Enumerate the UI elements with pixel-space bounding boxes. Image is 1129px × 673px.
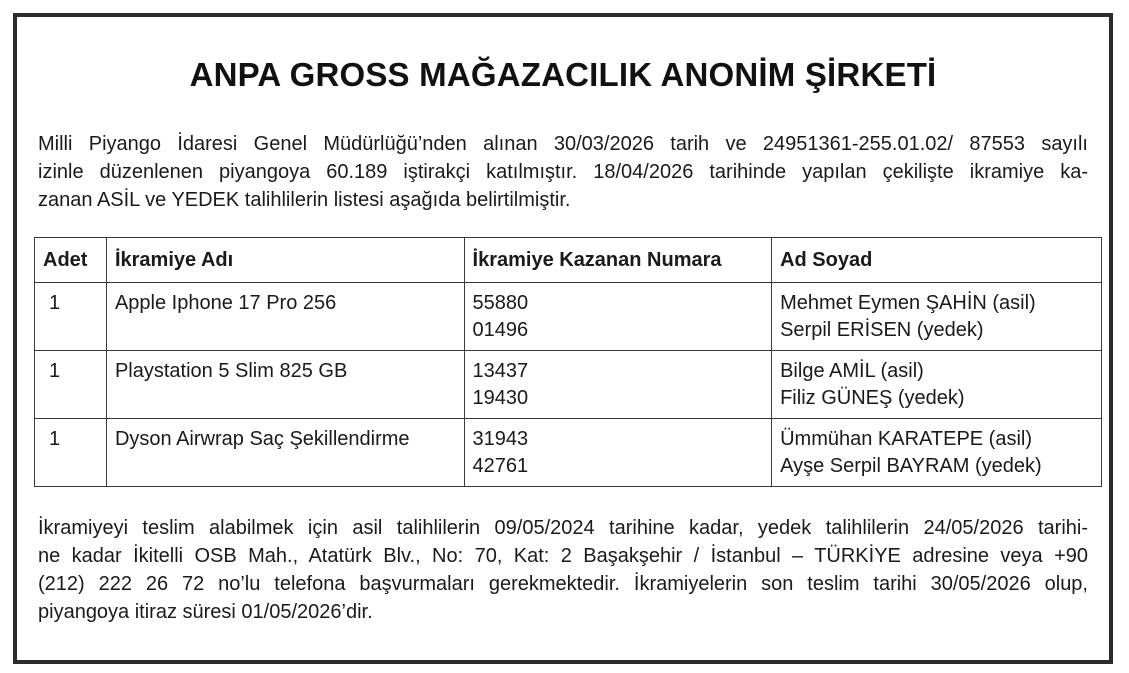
announcement-frame (13, 13, 1113, 664)
cell-numbers (464, 351, 772, 419)
table-header-row (35, 238, 1102, 283)
table-row (35, 419, 1102, 487)
number-asil: 55880 (472, 292, 529, 314)
number-asil: 31943 (472, 428, 529, 450)
closing-line: (212) 222 26 72 no’lu telefona başvurmaları gerekmektedir. İkramiyelerin son teslim tarihi 30/05/2026 olup, (38, 573, 1088, 595)
number-asil: 13437 (472, 360, 529, 382)
name-yedek: Filiz GÜNEŞ (yedek) (780, 387, 965, 409)
company-title: ANPA GROSS MAĞAZACILIK ANONİM ŞİRKETİ (189, 56, 937, 93)
winners-table (34, 237, 1102, 487)
header-numara: İkramiye Kazanan Numara (464, 238, 772, 283)
closing-line: piyangoya itiraz süresi 01/05/2026’dir. (38, 601, 373, 623)
name-asil: Bilge AMİL (asil) (780, 360, 924, 382)
cell-adet: 1 (35, 419, 107, 487)
name-asil: Ümmühan KARATEPE (asil) (780, 428, 1033, 450)
closing-paragraph (38, 514, 1088, 626)
cell-adet: 1 (35, 351, 107, 419)
number-yedek: 19430 (472, 387, 529, 409)
cell-names (772, 419, 1102, 487)
closing-line: ne kadar İkitelli OSB Mah., Atatürk Blv., No: 70, Kat: 2 Başakşehir / İstanbul – TÜRKİYE adresine veya +90 (38, 545, 1088, 567)
closing-line: İkramiyeyi teslim alabilmek için asil talihlilerin 09/05/2024 tarihine kadar, yedek talihlilerin 24/05/2026 tarihi- (38, 517, 1088, 539)
cell-numbers (464, 283, 772, 351)
header-ikramiye-adi: İkramiye Adı (106, 238, 464, 283)
table-row (35, 351, 1102, 419)
cell-prize-name: Dyson Airwrap Saç Şekillendirme (106, 419, 464, 487)
number-yedek: 01496 (472, 319, 529, 341)
cell-prize-name: Playstation 5 Slim 825 GB (106, 351, 464, 419)
table-row (35, 283, 1102, 351)
name-asil: Mehmet Eymen ŞAHİN (asil) (780, 292, 1036, 314)
intro-line: izinle düzenlenen piyangoya 60.189 iştirakçi katılmıştır. 18/04/2026 tarihinde yapılan çekilişte ikramiye ka- (38, 161, 1088, 183)
header-ad-soyad: Ad Soyad (772, 238, 1102, 283)
cell-numbers (464, 419, 772, 487)
intro-line: Milli Piyango İdaresi Genel Müdürlüğü’nden alınan 30/03/2026 tarih ve 24951361-255.01.02/ 87553 sayılı (38, 133, 1088, 155)
header-adet: Adet (35, 238, 107, 283)
name-yedek: Ayşe Serpil BAYRAM (yedek) (780, 455, 1042, 477)
number-yedek: 42761 (472, 455, 529, 477)
cell-adet: 1 (35, 283, 107, 351)
cell-prize-name: Apple Iphone 17 Pro 256 (106, 283, 464, 351)
name-yedek: Serpil ERİSEN (yedek) (780, 319, 984, 341)
cell-names (772, 283, 1102, 351)
intro-paragraph (38, 130, 1088, 214)
cell-names (772, 351, 1102, 419)
intro-line: zanan ASİL ve YEDEK talihlilerin listesi aşağıda belirtilmiştir. (38, 189, 571, 211)
